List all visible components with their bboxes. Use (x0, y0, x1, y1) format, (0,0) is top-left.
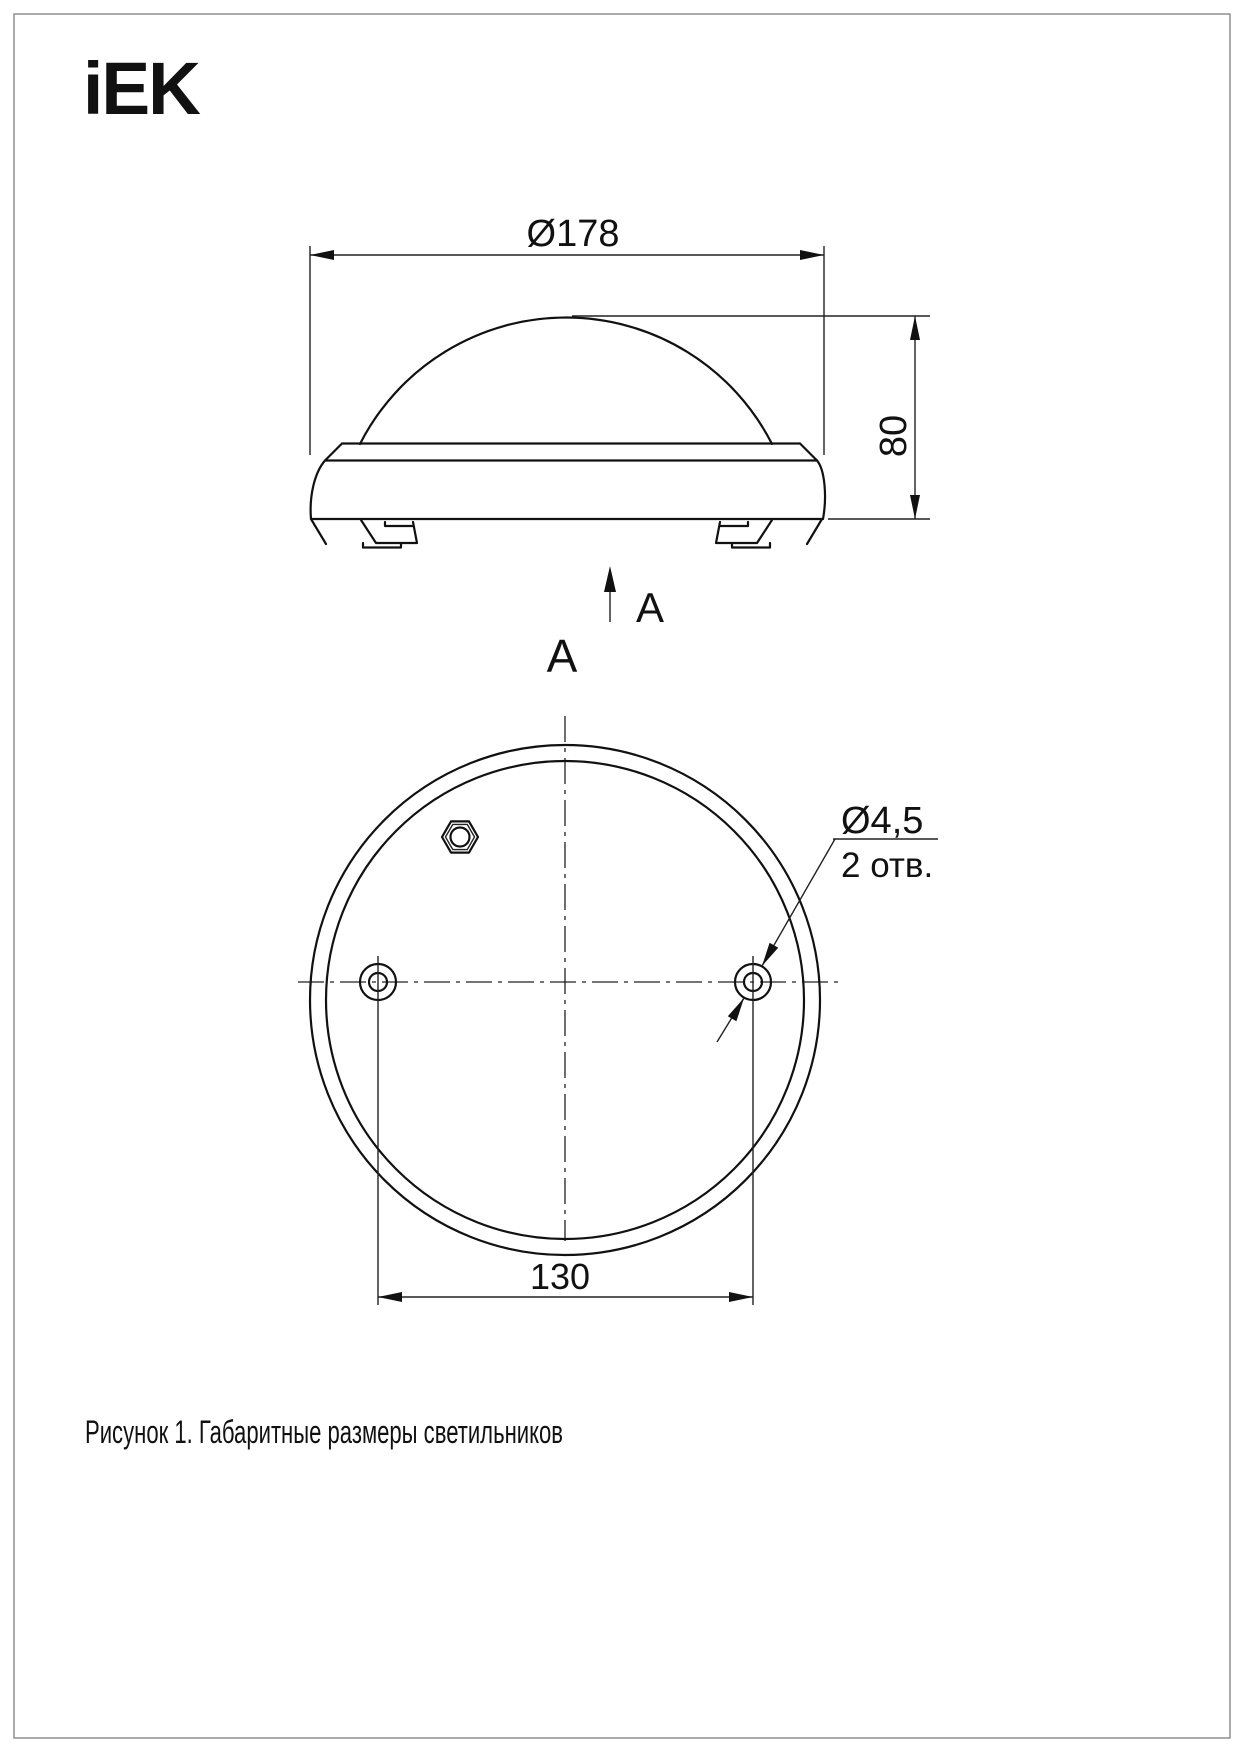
mounting-foot-left (361, 520, 417, 548)
arrowhead-bottom (910, 495, 920, 519)
iek-logo: iEK (83, 47, 201, 130)
base-outline (311, 461, 825, 520)
leader-arrowhead-upper (762, 943, 778, 966)
hole-count-label: 2 отв. (841, 846, 934, 885)
nut-bore-circle (451, 828, 470, 847)
figure-caption: Рисунок 1. Габаритные размеры светильников (85, 1414, 563, 1450)
hole-spacing-label: 130 (529, 1256, 591, 1297)
arrowhead-right (800, 250, 824, 260)
diameter-dimension-label: Ø178 (526, 213, 620, 255)
dome-outline (360, 318, 772, 444)
arrowhead-left (310, 250, 334, 260)
hole-diameter-label: Ø4,5 (841, 800, 924, 842)
spacing-dimension (378, 956, 753, 1305)
flange-outline (325, 444, 817, 461)
side-view (310, 213, 930, 631)
hole-callout (717, 800, 938, 1042)
nut-outer-hexagon (442, 821, 478, 852)
section-arrowhead (604, 566, 616, 592)
height-dimension-label: 80 (873, 414, 915, 458)
page-border-frame (14, 14, 1230, 1738)
height-dimension (572, 316, 930, 519)
section-arrow-label: A (636, 584, 665, 631)
mounting-foot-right (716, 520, 772, 548)
leader-arrowhead-lower (728, 998, 744, 1021)
arrowhead-left (378, 1292, 402, 1302)
arrowhead-right (729, 1292, 753, 1302)
diameter-dimension (310, 213, 824, 455)
side-view-outline (311, 318, 825, 548)
hex-nut (442, 821, 478, 852)
section-view-label: A (546, 630, 578, 682)
corner-bevels (311, 519, 822, 544)
section-arrow (604, 566, 664, 631)
bottom-view (298, 630, 938, 1305)
arrowhead-top (910, 316, 920, 340)
